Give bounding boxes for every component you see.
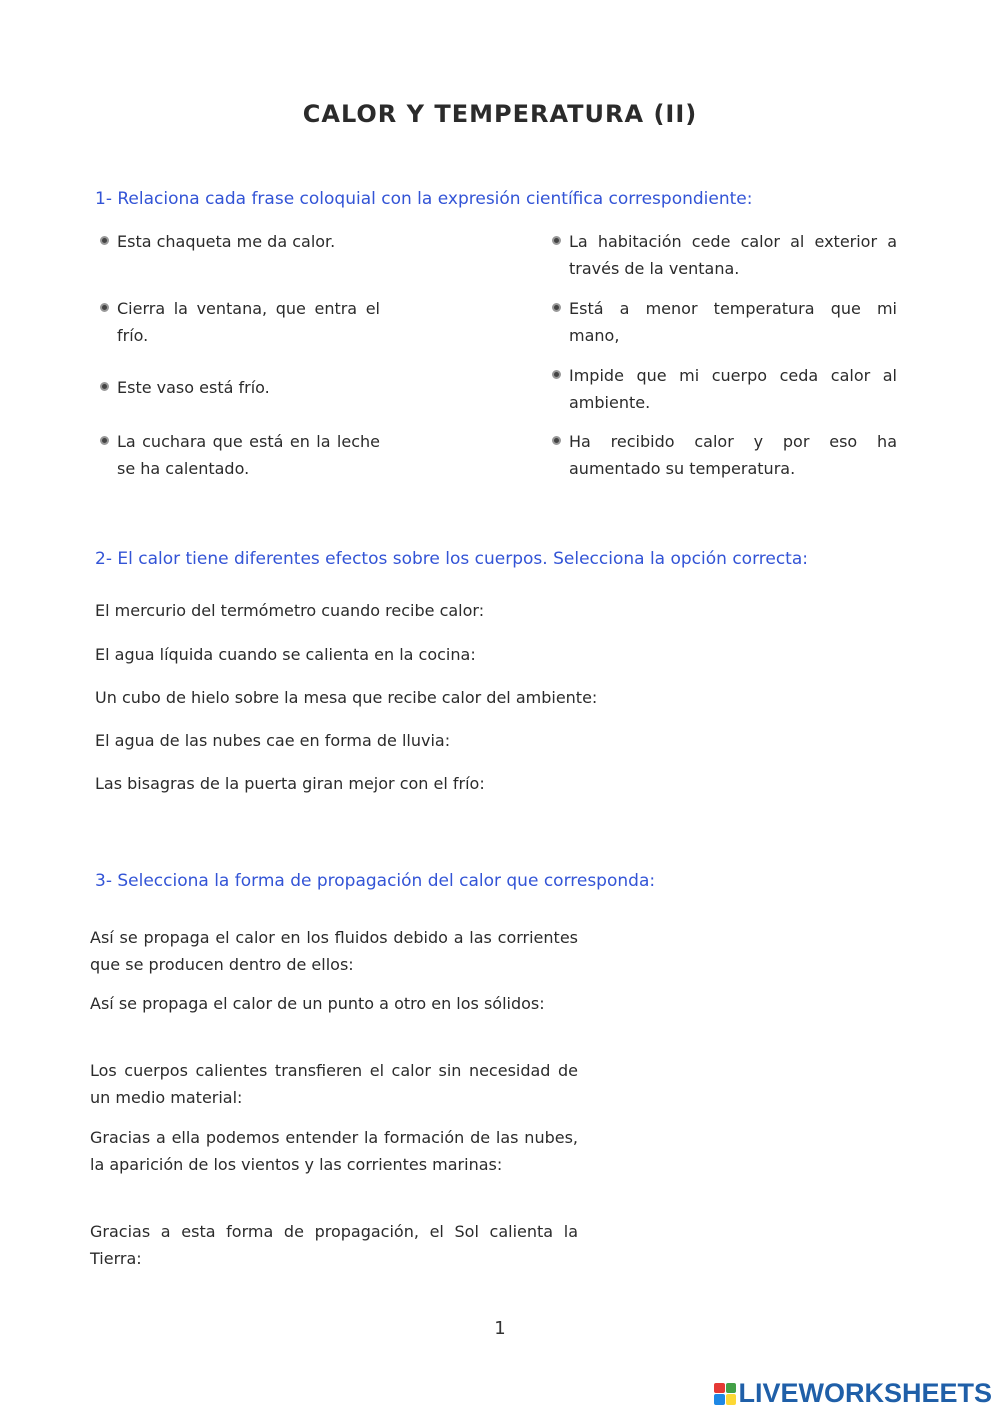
bullet-icon — [552, 436, 561, 445]
colloquial-item[interactable] — [100, 228, 380, 255]
scientific-item[interactable] — [552, 362, 897, 416]
section-1-heading: 1- Relaciona cada frase coloquial con la expresión científica correspondiente: — [95, 189, 753, 209]
colloquial-item-text: Este vaso está frío. — [117, 378, 270, 397]
colloquial-item-text: Esta chaqueta me da calor. — [117, 232, 336, 251]
liveworksheets-brand[interactable] — [714, 1378, 992, 1409]
scientific-item-text: Ha recibido calor y por eso ha aumentado su temperatura. — [569, 432, 897, 478]
effect-question: El agua líquida cuando se calienta en la cocina: — [95, 645, 476, 664]
effect-question: Las bisagras de la puerta giran mejor con el frío: — [95, 774, 485, 793]
effect-question: Un cubo de hielo sobre la mesa que recibe calor del ambiente: — [95, 688, 598, 707]
effect-question: El mercurio del termómetro cuando recibe calor: — [95, 601, 485, 620]
page-number: 1 — [494, 1318, 506, 1339]
section-3-heading: 3- Selecciona la forma de propagación del calor que corresponda: — [95, 871, 656, 891]
bullet-icon — [100, 236, 109, 245]
scientific-item-text: Impide que mi cuerpo ceda calor al ambiente. — [569, 366, 897, 412]
propagation-question: Así se propaga el calor en los fluidos debido a las corrientes que se producen dentro de ellos: — [90, 928, 578, 974]
scientific-item[interactable] — [552, 428, 897, 482]
bullet-icon — [100, 436, 109, 445]
propagation-question: Gracias a ella podemos entender la formación de las nubes, la aparición de los vientos y las corrientes marinas: — [90, 1128, 578, 1174]
propagation-question: Los cuerpos calientes transfieren el calor sin necesidad de un medio material: — [90, 1061, 578, 1107]
propagation-question: Gracias a esta forma de propagación, el Sol calienta la Tierra: — [90, 1222, 578, 1268]
scientific-item[interactable] — [552, 228, 897, 282]
section-2-heading: 2- El calor tiene diferentes efectos sobre los cuerpos. Selecciona la opción correcta: — [95, 549, 808, 569]
bullet-icon — [552, 370, 561, 379]
propagation-question: Así se propaga el calor de un punto a otro en los sólidos: — [90, 994, 545, 1013]
bullet-icon — [100, 382, 109, 391]
colloquial-item[interactable] — [100, 428, 380, 482]
colloquial-item-text: La cuchara que está en la leche se ha calentado. — [117, 432, 380, 478]
bullet-icon — [552, 236, 561, 245]
page-title: CALOR Y TEMPERATURA (II) — [302, 100, 698, 128]
colloquial-item[interactable] — [100, 374, 380, 401]
effect-question: El agua de las nubes cae en forma de lluvia: — [95, 731, 451, 750]
colloquial-item[interactable] — [100, 295, 380, 349]
scientific-item-text: Está a menor temperatura que mi mano, — [569, 299, 897, 345]
liveworksheets-logo-icon — [714, 1383, 736, 1405]
bullet-icon — [100, 303, 109, 312]
bullet-icon — [552, 303, 561, 312]
scientific-item[interactable] — [552, 295, 897, 349]
scientific-item-text: La habitación cede calor al exterior a través de la ventana. — [569, 232, 897, 278]
brand-name: LIVEWORKSHEETS — [738, 1378, 992, 1408]
colloquial-item-text: Cierra la ventana, que entra el frío. — [117, 299, 380, 345]
